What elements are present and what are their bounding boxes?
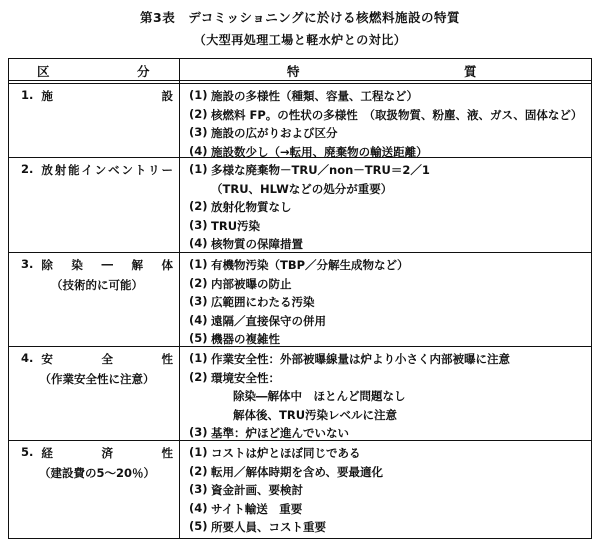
category-label-char: 能 <box>68 163 80 177</box>
characteristics-list <box>189 445 589 538</box>
category-label-char: 施 <box>41 89 53 103</box>
characteristic-item <box>189 181 589 200</box>
category-number: 5. <box>21 445 34 459</box>
item-number: (1) <box>189 445 208 459</box>
item-number: (3) <box>189 425 208 439</box>
category-number: 3. <box>21 257 34 271</box>
category-label <box>41 351 173 367</box>
item-number: (3) <box>189 125 208 139</box>
item-text: 所要人員、コスト重要 <box>211 520 326 534</box>
item-number: (5) <box>189 331 208 345</box>
category-label-char: イ <box>81 163 93 177</box>
characteristic-item <box>189 519 589 538</box>
item-number: (4) <box>189 143 208 158</box>
category-label-char: ― <box>101 257 113 271</box>
item-text: 放射化物質なし <box>211 200 292 214</box>
characteristics-list <box>189 257 589 350</box>
characteristic-item <box>189 125 589 144</box>
category-label-char: ン <box>94 163 107 177</box>
category-label-char: 除 <box>41 258 53 272</box>
characteristic-item <box>189 351 589 370</box>
item-number: (4) <box>189 312 208 327</box>
characteristics-table <box>8 58 592 539</box>
category-heading <box>21 351 173 367</box>
header-characteristic-char-1: 特 <box>287 64 302 79</box>
item-number: (2) <box>189 275 208 290</box>
category-heading <box>21 88 173 104</box>
characteristic-item <box>189 313 589 332</box>
item-number: (1) <box>189 257 208 271</box>
item-text: 解体後、TRU汚染レベルに注意 <box>233 407 398 422</box>
item-text: 多様な廃棄物－TRU／non－TRU＝2／1 <box>211 163 430 177</box>
item-number: (3) <box>189 294 208 308</box>
category-label-char: 体 <box>161 258 173 272</box>
table-title: 第3表 デコミッショニングに於ける核燃料施設の特質 <box>140 10 460 25</box>
category-note: （技術的に可能） <box>51 278 143 292</box>
item-text: 機器の複雑性 <box>211 332 280 346</box>
item-number: (3) <box>189 217 208 232</box>
category-label <box>41 257 173 273</box>
category-heading <box>21 162 173 178</box>
item-text: 転用／解体時期を含め、要最適化 <box>211 464 384 479</box>
item-text: 施設の多様性（種類、容量、工程など） <box>211 89 418 103</box>
item-number: (1) <box>189 351 208 365</box>
characteristic-item <box>189 257 589 276</box>
item-text: サイト輸送 重要 <box>211 501 303 516</box>
item-text: （TRU、HLWなどの処分が重要） <box>211 181 393 196</box>
characteristic-item <box>189 218 589 237</box>
characteristic-item <box>189 236 589 255</box>
category-label-char: 染 <box>71 258 83 272</box>
item-number: (2) <box>189 199 208 213</box>
characteristics-list <box>189 162 589 255</box>
characteristic-item <box>189 331 589 350</box>
category-label <box>41 162 173 178</box>
category-label-char: ー <box>161 163 173 177</box>
category-label-char: ト <box>134 163 147 177</box>
category-label-char: 性 <box>161 352 173 366</box>
item-text: 施設数少し（→転用、廃棄物の輸送距離） <box>211 144 428 159</box>
category-note: （作業安全性に注意） <box>39 372 155 386</box>
characteristic-item <box>189 425 589 444</box>
category-label <box>41 445 173 461</box>
category-label-char: ン <box>121 163 133 177</box>
category-cell <box>21 445 173 481</box>
characteristic-item <box>189 107 589 126</box>
category-label-char: 安 <box>41 352 53 366</box>
category-label-char: 全 <box>101 352 113 366</box>
characteristic-item <box>189 445 589 464</box>
item-text: 除染―解体中 ほとんど問題なし <box>233 389 406 403</box>
item-text: 施設の広がりおよび区分 <box>211 126 338 140</box>
characteristics-list <box>189 88 589 162</box>
category-label-char: リ <box>148 163 160 177</box>
category-heading <box>21 257 173 273</box>
item-text: 環境安全性： <box>211 370 280 385</box>
characteristic-item <box>189 388 589 407</box>
characteristic-item <box>189 464 589 483</box>
header-category-char-2: 分 <box>137 64 152 79</box>
characteristic-item <box>189 501 589 520</box>
item-text: 基準：炉ほど進んでいない <box>211 426 349 440</box>
item-number: (5) <box>189 519 208 533</box>
characteristics-list <box>189 351 589 444</box>
item-text: TRU汚染 <box>211 218 261 233</box>
item-number: (2) <box>189 463 208 478</box>
item-number: (4) <box>189 500 208 515</box>
item-text: 有機物汚染（TBP／分解生成物など） <box>211 258 409 272</box>
header-rule <box>9 83 591 84</box>
characteristic-item <box>189 407 589 426</box>
category-cell <box>21 88 173 104</box>
item-text: 核燃料 FP。の性状の多様性 （取扱物質、粉塵、液、ガス、固体など） <box>211 107 583 122</box>
category-label <box>41 88 173 104</box>
characteristic-item <box>189 482 589 501</box>
category-label-char: 性 <box>161 446 173 460</box>
category-label-char: 経 <box>41 446 53 460</box>
category-cell <box>21 257 173 293</box>
item-text: 遠隔／直接保守の併用 <box>211 313 326 328</box>
item-number: (3) <box>189 482 208 496</box>
category-cell <box>21 162 173 178</box>
characteristic-item <box>189 276 589 295</box>
item-text: 資金計画、要検討 <box>211 483 303 497</box>
category-label-char: 射 <box>54 163 67 177</box>
category-number: 4. <box>21 351 34 365</box>
category-label-char: 設 <box>161 89 173 103</box>
category-label-char: ベ <box>108 163 120 177</box>
category-label-char: 放 <box>41 163 53 177</box>
item-number: (2) <box>189 106 208 121</box>
characteristic-item <box>189 370 589 389</box>
characteristic-item <box>189 144 589 163</box>
header-category-char-1: 区 <box>37 64 52 79</box>
table-subtitle: （大型再処理工場と軽水炉との対比） <box>193 33 407 47</box>
column-divider <box>179 59 180 538</box>
item-number: (1) <box>189 162 208 176</box>
category-label-char: 解 <box>131 258 143 272</box>
category-label-char: 済 <box>101 446 113 460</box>
category-number: 2. <box>21 162 34 176</box>
header-characteristic-char-2: 質 <box>464 64 479 79</box>
item-number: (1) <box>189 88 208 102</box>
item-text: 作業安全性：外部被曝線量は炉より小さく内部被曝に注意 <box>211 352 510 366</box>
characteristic-item <box>189 162 589 181</box>
category-number: 1. <box>21 88 34 102</box>
item-text: コストは炉とほぼ同じである <box>211 446 361 460</box>
characteristic-item <box>189 294 589 313</box>
header-rule <box>9 80 591 81</box>
item-text: 広範囲にわたる汚染 <box>211 295 315 309</box>
characteristic-item <box>189 199 589 218</box>
category-heading <box>21 445 173 461</box>
category-cell <box>21 351 173 387</box>
item-number: (4) <box>189 236 208 250</box>
item-text: 内部被曝の防止 <box>211 276 292 291</box>
item-number: (2) <box>189 369 208 384</box>
characteristic-item <box>189 88 589 107</box>
item-text: 核物質の保障措置 <box>211 237 303 251</box>
category-note: （建設費の5～20％） <box>38 466 155 480</box>
